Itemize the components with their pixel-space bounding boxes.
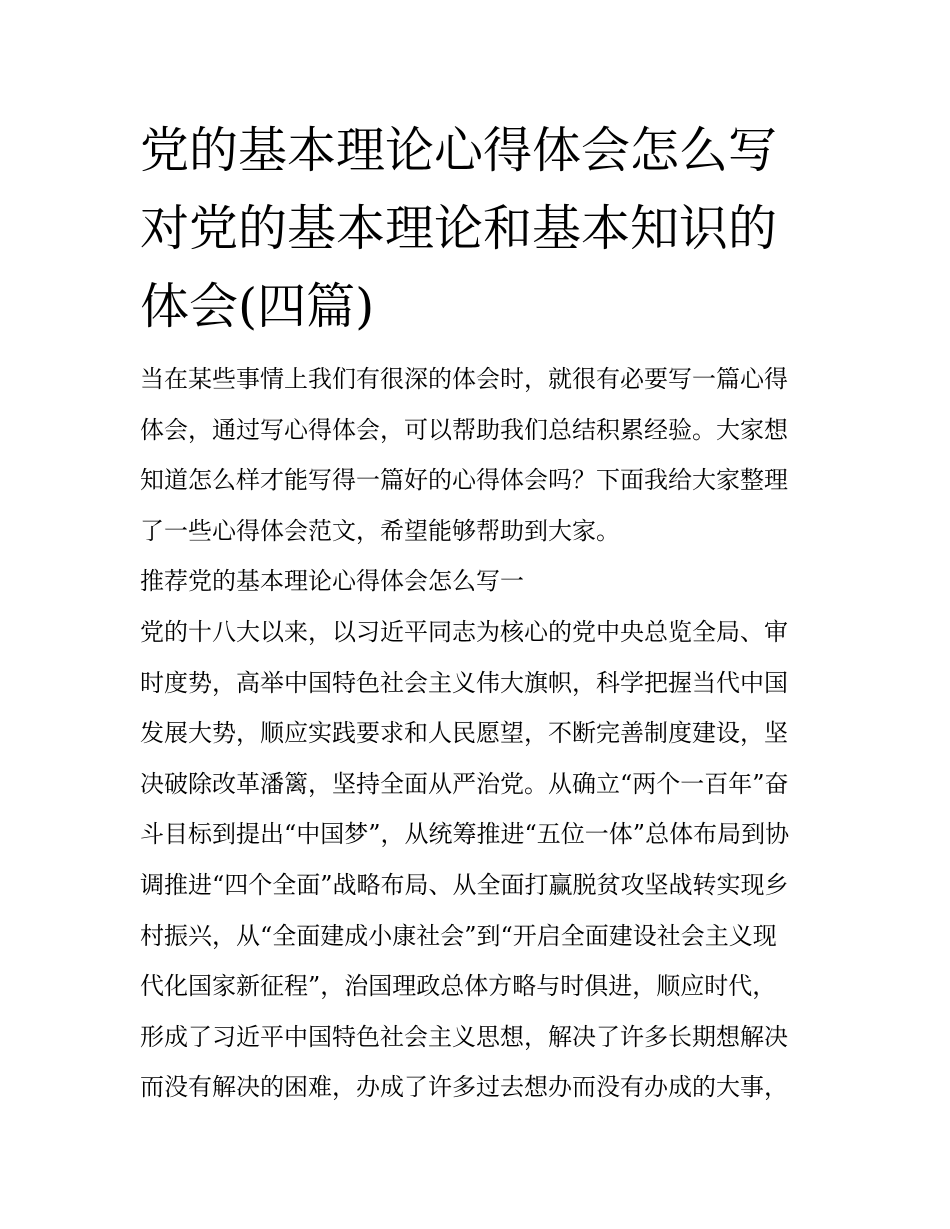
paragraph-line: 调推进“四个全面”战略布局、从全面打赢脱贫攻坚战转实现乡	[140, 870, 789, 899]
paragraph-line: 代化国家新征程”，治国理政总体方略与时俱进，顺应时代，	[140, 972, 777, 1001]
paragraph-line: 时度势，高举中国特色社会主义伟大旗帜，科学把握当代中国	[140, 668, 788, 697]
paragraph-line: 决破除改革潘篱，坚持全面从严治党。从确立“两个一百年”奋	[140, 769, 789, 798]
title-line: 对党的基本理论和基本知识的	[140, 200, 778, 257]
paragraph-line: 发展大势，顺应实践要求和人民愿望，不断完善制度建设，坚	[140, 719, 788, 748]
paragraph-line: 村振兴，从“全面建成小康社会”到“开启全面建设社会主义现	[140, 921, 777, 950]
title-line: 党的基本理论心得体会怎么写	[140, 122, 778, 179]
paragraph-line: 斗目标到提出“中国梦”，从统筹推进“五位一体”总体布局到协	[140, 820, 790, 849]
title-line: 体会(四篇)	[140, 278, 375, 335]
document-body	[140, 354, 830, 1113]
paragraph-line: 形成了习近平中国特色社会主义思想，解决了许多长期想解决	[140, 1022, 788, 1051]
paragraph-line: 而没有解决的困难，办成了许多过去想办而没有办成的大事，	[140, 1073, 788, 1102]
paragraph-line: 了一些心得体会范文，希望能够帮助到大家。	[140, 516, 620, 545]
document-title	[140, 112, 820, 346]
paragraph-line: 知道怎么样才能写得一篇好的心得体会吗？下面我给大家整理	[140, 466, 788, 495]
section-paragraph	[140, 607, 830, 1113]
paragraph-line: 党的十八大以来，以习近平同志为核心的党中央总览全局、审	[140, 617, 788, 646]
section-heading: 推荐党的基本理论心得体会怎么写一	[140, 567, 524, 596]
paragraph-line: 当在某些事情上我们有很深的体会时，就很有必要写一篇心得	[140, 365, 788, 393]
intro-paragraph	[140, 354, 830, 556]
paragraph-line: 体会，通过写心得体会，可以帮助我们总结积累经验。大家想	[140, 415, 788, 444]
